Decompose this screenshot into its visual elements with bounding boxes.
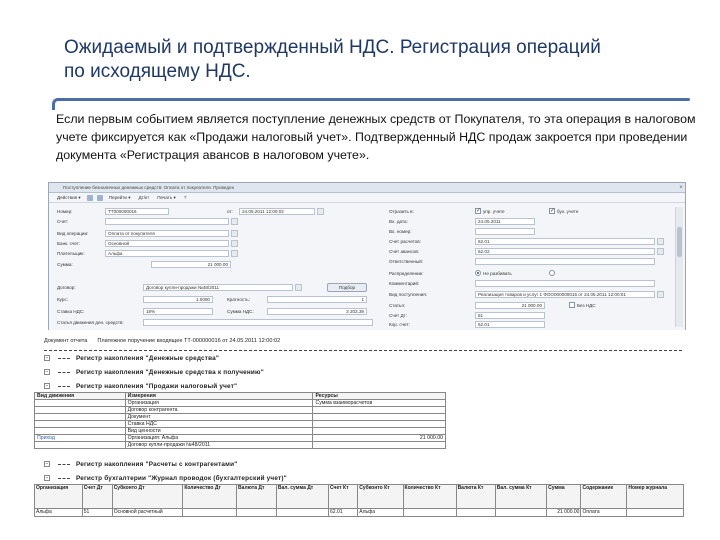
comment-input[interactable] bbox=[475, 280, 655, 287]
dash-icon bbox=[58, 478, 70, 479]
table-cell: Ставка НДС bbox=[125, 421, 313, 428]
form-scrollbar[interactable] bbox=[675, 207, 683, 327]
bank-account-label: Банк. счет: bbox=[57, 241, 81, 246]
table-cell bbox=[313, 428, 446, 435]
acc-settl-label: Счет расчетов: bbox=[389, 239, 421, 244]
account-field bbox=[57, 217, 357, 226]
select-icon[interactable] bbox=[231, 230, 238, 237]
journal-header-row bbox=[35, 485, 684, 509]
journal-header: Количество Кт bbox=[403, 485, 456, 509]
distribution-field bbox=[389, 269, 669, 278]
form-body bbox=[49, 203, 685, 331]
toolbar-goto[interactable]: Перейти ▾ bbox=[108, 194, 131, 200]
in-num-input[interactable] bbox=[475, 228, 535, 235]
acc-adv-field bbox=[389, 247, 669, 256]
journal-cell: Оплата bbox=[581, 509, 627, 517]
kratn-label: Кратность: bbox=[227, 297, 250, 302]
table-cell bbox=[35, 421, 126, 428]
journal-header: Валюта Дт bbox=[237, 485, 277, 509]
in-date-field bbox=[389, 217, 589, 226]
select-icon[interactable] bbox=[657, 291, 664, 298]
responsible-input[interactable] bbox=[475, 258, 655, 265]
minus-icon[interactable]: − bbox=[45, 475, 49, 481]
payer-field bbox=[57, 249, 237, 258]
table-cell bbox=[313, 407, 446, 414]
table-cell: Вид ценности bbox=[125, 428, 313, 435]
slide-title-line2: по исходящему НДС. bbox=[64, 61, 251, 82]
table-row bbox=[35, 400, 446, 407]
date-field bbox=[227, 207, 357, 216]
table-cell bbox=[313, 421, 446, 428]
responsible-label: Ответственный: bbox=[389, 259, 424, 264]
journal-header: Вал. сумма Кт bbox=[495, 485, 546, 509]
form-title: Поступление безналичных денежных средств: Оплата от покупателя. Проведен bbox=[63, 185, 235, 190]
journal-header: Субконто Дт bbox=[112, 485, 183, 509]
rate-field bbox=[57, 295, 237, 304]
table-cell bbox=[35, 407, 126, 414]
report-separator bbox=[44, 350, 682, 351]
register-name: Регистр накопления "Продажи налоговый учет" bbox=[76, 382, 238, 390]
table-row bbox=[35, 442, 446, 449]
rate-label: Курс: bbox=[57, 297, 69, 302]
dash-icon bbox=[58, 386, 70, 387]
post-icon[interactable] bbox=[97, 195, 103, 201]
scrollbar-thumb[interactable] bbox=[677, 227, 682, 257]
kratn-input[interactable]: 1 bbox=[267, 296, 367, 303]
table-header: Измерения bbox=[125, 393, 313, 400]
acc-adv-input[interactable]: 62.02 bbox=[475, 248, 655, 255]
vat-sum-field bbox=[227, 307, 377, 316]
vat-rate-label: Ставка НДС: bbox=[57, 309, 85, 314]
register-line bbox=[58, 353, 219, 363]
cor-input[interactable]: 62.01 bbox=[475, 321, 545, 328]
payer-label: Плательщик: bbox=[57, 251, 85, 256]
select-icon[interactable] bbox=[231, 218, 238, 225]
table-cell: Договор контрагента bbox=[125, 407, 313, 414]
select-icon[interactable] bbox=[231, 250, 238, 257]
sum-field bbox=[57, 260, 237, 269]
minus-icon[interactable]: − bbox=[45, 369, 49, 375]
body-text: Если первым событием является поступление денежных средств от Покупателя, то эта операция в налоговом учете фиксируется как «Продажи налоговый учет». Подтвержденный НДС продаж закроется при проведении документа «Регистрация авансов в налоговом учете». bbox=[56, 112, 696, 162]
toolbar-dtkt[interactable]: Дт/кт bbox=[138, 195, 150, 200]
in-num-field bbox=[389, 227, 589, 236]
table-cell bbox=[313, 414, 446, 421]
radio-icon[interactable] bbox=[549, 270, 555, 276]
vat-rate-input[interactable]: 18% bbox=[143, 308, 213, 315]
slide-title bbox=[64, 36, 684, 84]
checkbox-icon[interactable] bbox=[475, 208, 481, 214]
comment-field bbox=[389, 279, 669, 288]
table-row bbox=[35, 407, 446, 414]
journal-cell: Основной расчетный bbox=[112, 509, 183, 517]
journal-row bbox=[35, 509, 684, 517]
minus-icon[interactable]: − bbox=[45, 355, 49, 361]
sum-label: Сумма: bbox=[57, 262, 73, 267]
close-icon[interactable]: × bbox=[679, 184, 683, 191]
account-label: Счет: bbox=[57, 219, 69, 224]
number-field bbox=[57, 207, 237, 216]
table-cell: Организация: Альфа bbox=[125, 435, 313, 442]
dash-icon bbox=[58, 464, 70, 465]
comment-label: Комментарий: bbox=[389, 281, 420, 286]
minus-icon[interactable]: − bbox=[45, 383, 49, 389]
bank-account-input[interactable]: Основной bbox=[105, 240, 229, 247]
income-label: Вид поступления: bbox=[389, 292, 427, 297]
number-label: Номер: bbox=[57, 209, 73, 214]
register-line bbox=[58, 459, 237, 469]
table-cell: Приход bbox=[35, 435, 126, 442]
distribution-label: Распределение: bbox=[389, 271, 424, 276]
stat-input[interactable]: 21 000.00 bbox=[475, 302, 545, 309]
acc-settl-input[interactable]: 62.01 bbox=[475, 238, 655, 245]
date-label: от: bbox=[227, 209, 233, 214]
checkbox-icon[interactable] bbox=[569, 302, 575, 308]
journal-header: Содержание bbox=[581, 485, 627, 509]
checkbox-icon[interactable] bbox=[549, 208, 555, 214]
journal-cell: 21 000.00 bbox=[547, 509, 581, 517]
journal-header: Счет Дт bbox=[82, 485, 112, 509]
journal-cell bbox=[237, 509, 277, 517]
toolbar-print[interactable]: Печать ▾ bbox=[157, 194, 176, 200]
operation-input[interactable]: Оплата от покупателя bbox=[105, 230, 229, 237]
payer-input[interactable]: Альфа bbox=[105, 250, 229, 257]
table-row bbox=[35, 414, 446, 421]
journal-table bbox=[34, 484, 684, 517]
save-icon[interactable] bbox=[87, 195, 93, 201]
contract-label: Договор: bbox=[57, 285, 76, 290]
journal-cell bbox=[627, 509, 684, 517]
journal-header: Вал. сумма Дт bbox=[276, 485, 328, 509]
sch-field bbox=[389, 311, 669, 320]
report-header bbox=[44, 338, 280, 348]
in-date-input[interactable]: 24.05.2011 bbox=[475, 218, 535, 225]
toolbar-help[interactable]: ? bbox=[183, 195, 187, 200]
register-line bbox=[58, 367, 264, 377]
journal-header: Счет Кт bbox=[329, 485, 358, 509]
bu-label: упр. учете bbox=[483, 209, 505, 214]
journal-header: Субконто Кт bbox=[358, 485, 403, 509]
bank-account-field bbox=[57, 239, 237, 248]
income-field bbox=[389, 290, 669, 299]
operation-label: Вид операции: bbox=[57, 231, 89, 236]
report-head-left: Документ отчета bbox=[44, 338, 88, 344]
table-cell: Сумма взаиморасчетов bbox=[313, 400, 446, 407]
contract-input[interactable]: Договор купли-продажи №48/2011 bbox=[143, 284, 293, 291]
journal-header: Количество Дт bbox=[183, 485, 237, 509]
cor-field bbox=[389, 320, 669, 329]
table-header: Ресурсы bbox=[313, 393, 446, 400]
reflect-label: Отразить в: bbox=[389, 209, 414, 214]
vat-rate-field bbox=[57, 307, 237, 316]
minus-icon[interactable]: − bbox=[45, 461, 49, 467]
select-icon[interactable] bbox=[657, 248, 664, 255]
note-label: Статья движения ден. средств: bbox=[57, 320, 124, 325]
journal-cell: 51 bbox=[82, 509, 112, 517]
acc-settl-field bbox=[389, 237, 669, 246]
journal-header: Сумма bbox=[547, 485, 581, 509]
slide-title-line1: Ожидаемый и подтвержденный НДС. Регистрация операций bbox=[64, 37, 601, 58]
sum-input[interactable]: 21 000.00 bbox=[151, 261, 231, 268]
table-header: Вид движения bbox=[35, 393, 126, 400]
dash-icon bbox=[58, 358, 70, 359]
journal-cell: Альфа bbox=[358, 509, 403, 517]
journal-cell: 62.01 bbox=[329, 509, 358, 517]
note-field bbox=[57, 318, 387, 327]
table-cell bbox=[313, 442, 446, 449]
rate-input[interactable]: 1.0000 bbox=[143, 296, 213, 303]
journal-cell bbox=[183, 509, 237, 517]
select-icon[interactable] bbox=[231, 240, 238, 247]
sch-input[interactable]: 51 bbox=[475, 312, 545, 319]
number-input[interactable]: ТТ000000016 bbox=[105, 208, 169, 215]
acc-adv-label: Счет авансов: bbox=[389, 249, 420, 254]
report-head-doc: Платежное поручение входящее ТТ-000000016 от 24.05.2011 12:00:02 bbox=[97, 338, 281, 344]
journal-header: Организация bbox=[35, 485, 83, 509]
register-line bbox=[58, 381, 237, 391]
table-row bbox=[35, 421, 446, 428]
select-icon[interactable] bbox=[295, 284, 302, 291]
extra-label: Без НДС bbox=[577, 303, 596, 308]
table-row bbox=[35, 428, 446, 435]
table-cell bbox=[35, 400, 126, 407]
table-cell bbox=[35, 428, 126, 435]
table-header-row bbox=[35, 393, 446, 400]
kratn-field bbox=[227, 295, 377, 304]
journal-cell bbox=[456, 509, 495, 517]
form-toolbar bbox=[49, 193, 685, 203]
select-icon[interactable] bbox=[657, 238, 664, 245]
register-name: Регистр бухгалтерии "Журнал проводок (бухгалтерский учет)" bbox=[76, 474, 287, 482]
title-rule-hook bbox=[52, 98, 58, 110]
form-titlebar bbox=[49, 183, 685, 193]
account-input[interactable] bbox=[105, 218, 229, 225]
journal-cell bbox=[276, 509, 328, 517]
dash-icon bbox=[58, 372, 70, 373]
table-cell: Организация bbox=[125, 400, 313, 407]
calendar-icon[interactable] bbox=[317, 208, 324, 215]
journal-header: Валюта Кт bbox=[456, 485, 495, 509]
vat-sum-input[interactable]: 3 203.39 bbox=[267, 308, 367, 315]
title-rule bbox=[56, 98, 690, 101]
register-name: Регистр накопления "Денежные средства к получению" bbox=[76, 368, 264, 376]
vat-sum-label: Сумма НДС: bbox=[227, 309, 254, 314]
register-name: Регистр накопления "Расчеты с контрагентами" bbox=[76, 460, 238, 468]
sch-label: Счет Дт: bbox=[389, 313, 407, 318]
operation-field bbox=[57, 229, 237, 238]
in-date-label: Вх. дата: bbox=[389, 219, 408, 224]
income-input[interactable]: Реализация товаров и услуг 1 ФОО000000015 от 24.05.2011 12:00:01 bbox=[475, 291, 655, 298]
in-num-label: Вх. номер: bbox=[389, 229, 412, 234]
table-cell: Документ bbox=[125, 414, 313, 421]
cor-label: Кор. счет: bbox=[389, 322, 410, 327]
date-input[interactable]: 24.05.2011 12:00:02 bbox=[239, 208, 315, 215]
distribution-value: Не разбивать bbox=[483, 271, 512, 276]
stat-label: Статья: bbox=[389, 303, 406, 308]
payment-form-window bbox=[48, 182, 686, 332]
journal-cell bbox=[403, 509, 456, 517]
radio-icon[interactable] bbox=[475, 270, 481, 276]
reflect-field bbox=[389, 207, 629, 216]
table-cell: 21 000.00 bbox=[313, 435, 446, 442]
journal-cell bbox=[495, 509, 546, 517]
register-line bbox=[58, 473, 287, 483]
register-name: Регистр накопления "Денежные средства" bbox=[76, 354, 220, 362]
note-input[interactable] bbox=[143, 319, 373, 326]
table-cell bbox=[35, 442, 126, 449]
pick-button[interactable]: Подбор bbox=[327, 283, 367, 292]
table-row bbox=[35, 435, 446, 442]
table-cell bbox=[35, 414, 126, 421]
sales-register-table bbox=[34, 392, 446, 449]
journal-header: Номер журнала bbox=[627, 485, 684, 509]
nu-label: бух. учете bbox=[557, 209, 579, 214]
journal-cell: Альфа bbox=[35, 509, 83, 517]
responsible-field bbox=[389, 257, 669, 266]
stat-field bbox=[389, 301, 669, 310]
toolbar-actions[interactable]: Действия ▾ bbox=[57, 194, 81, 200]
table-cell: Договор купли-продажи №48/2011 bbox=[125, 442, 313, 449]
